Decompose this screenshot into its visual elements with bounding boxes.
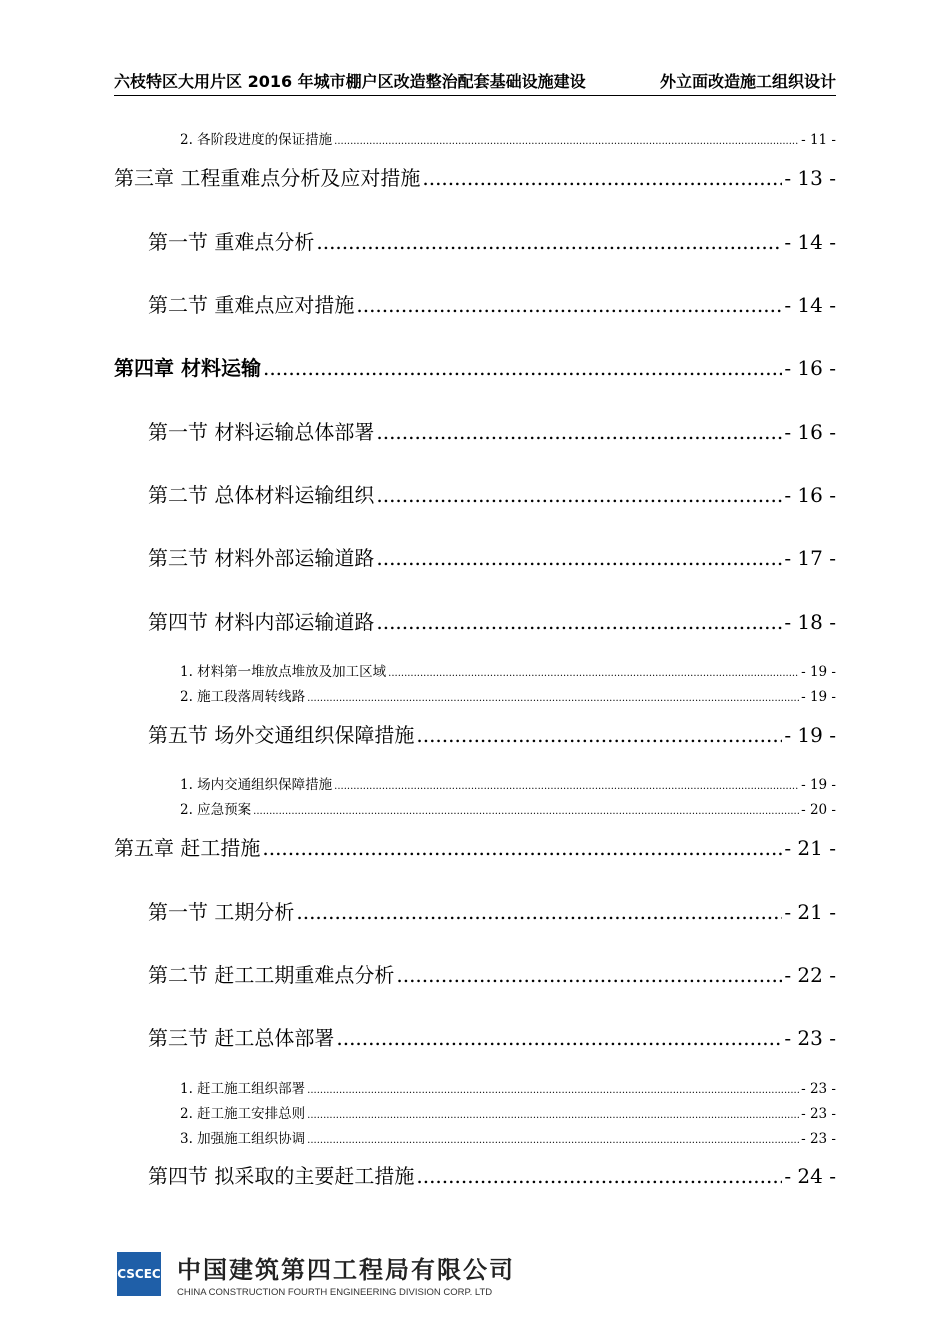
toc-leader — [334, 781, 799, 792]
toc-entry[interactable] — [148, 719, 836, 748]
toc-entry-page: - 17 - — [784, 546, 836, 570]
toc-leader — [396, 963, 782, 987]
toc-entry[interactable] — [180, 773, 836, 793]
company-name-en: CHINA CONSTRUCTION FOURTH ENGINEERING DIVISION CORP. LTD — [177, 1287, 493, 1298]
toc-leader — [334, 136, 799, 147]
toc-entry-page: - 19 - — [801, 689, 836, 705]
toc-entry[interactable] — [180, 660, 836, 680]
toc-entry-title: 2. 施工段落周转线路 — [180, 689, 306, 705]
toc-leader — [336, 1026, 782, 1050]
toc-entry[interactable] — [114, 352, 836, 381]
toc-leader — [388, 668, 799, 679]
toc-entry[interactable] — [180, 1077, 836, 1097]
header-project-title: 六枝特区大用片区 2016 年城市棚户区改造整治配套基础设施建设 — [114, 72, 586, 91]
toc-leader — [262, 836, 782, 860]
toc-entry-page: - 20 - — [801, 802, 836, 818]
toc-entry[interactable] — [148, 416, 836, 445]
toc-entry[interactable] — [114, 832, 836, 861]
toc-entry-page: - 18 - — [784, 610, 836, 634]
toc-entry-title: 2. 赶工施工安排总则 — [180, 1106, 306, 1122]
toc-leader — [316, 230, 782, 254]
toc-entry-title: 第二节 重难点应对措施 — [148, 293, 355, 317]
toc-entry-page: - 23 - — [801, 1131, 836, 1147]
company-name — [177, 1250, 515, 1298]
toc-entry[interactable] — [114, 162, 836, 191]
toc-leader — [376, 420, 782, 444]
toc-entry[interactable] — [148, 1160, 836, 1189]
toc-entry-title: 第一节 材料运输总体部署 — [148, 420, 375, 444]
toc-entry-page: - 14 - — [784, 293, 836, 317]
toc-entry-page: - 22 - — [784, 963, 836, 987]
logo-text: CSCEC — [117, 1267, 161, 1281]
toc-entry-page: - 23 - — [801, 1081, 836, 1097]
toc-entry[interactable] — [180, 798, 836, 818]
toc-leader — [422, 166, 782, 190]
toc-entry-page: - 19 - — [801, 777, 836, 793]
toc-entry-page: - 21 - — [784, 836, 836, 860]
page-footer — [117, 1250, 515, 1298]
toc-entry[interactable] — [148, 1022, 836, 1051]
toc-entry-page: - 16 - — [784, 420, 836, 444]
toc-leader — [376, 483, 782, 507]
toc-entry-title: 第三节 材料外部运输道路 — [148, 546, 375, 570]
toc-entry-title: 第五节 场外交通组织保障措施 — [148, 723, 415, 747]
toc-entry-page: - 24 - — [784, 1164, 836, 1188]
cscec-logo-icon — [117, 1252, 161, 1296]
toc-leader — [307, 693, 799, 704]
toc-leader — [307, 1110, 799, 1121]
toc-entry-title: 2. 各阶段进度的保证措施 — [180, 132, 333, 148]
toc-entry-title: 第四章 材料运输 — [114, 356, 261, 380]
toc-entry[interactable] — [148, 289, 836, 318]
toc-entry-title: 第四节 材料内部运输道路 — [148, 610, 375, 634]
toc-entry-page: - 13 - — [784, 166, 836, 190]
toc-entry-title: 第一节 工期分析 — [148, 900, 295, 924]
toc-leader — [263, 356, 782, 380]
toc-entry[interactable] — [148, 226, 836, 255]
toc-entry-page: - 19 - — [801, 664, 836, 680]
toc-entry-title: 3. 加强施工组织协调 — [180, 1131, 306, 1147]
toc-entry-page: - 21 - — [784, 900, 836, 924]
toc-entry-page: - 23 - — [784, 1026, 836, 1050]
toc-entry[interactable] — [148, 959, 836, 988]
toc-entry-title: 1. 场内交通组织保障措施 — [180, 777, 333, 793]
toc-entry-title: 第二节 总体材料运输组织 — [148, 483, 375, 507]
toc-leader — [376, 546, 782, 570]
toc-entry-page: - 23 - — [801, 1106, 836, 1122]
toc-entry[interactable] — [148, 896, 836, 925]
toc-entry[interactable] — [148, 542, 836, 571]
toc-leader — [376, 610, 782, 634]
toc-leader — [307, 1085, 799, 1096]
toc-entry[interactable] — [180, 128, 836, 148]
toc-leader — [296, 900, 782, 924]
toc-entry[interactable] — [148, 606, 836, 635]
toc-entry[interactable] — [180, 1127, 836, 1147]
toc-entry-title: 第三节 赶工总体部署 — [148, 1026, 335, 1050]
toc-entry[interactable] — [180, 685, 836, 705]
toc-entry-title: 第三章 工程重难点分析及应对措施 — [114, 166, 421, 190]
toc-entry-title: 1. 赶工施工组织部署 — [180, 1081, 306, 1097]
toc-entry-title: 第二节 赶工工期重难点分析 — [148, 963, 395, 987]
toc-entry-page: - 11 - — [801, 132, 836, 148]
toc-entry-page: - 19 - — [784, 723, 836, 747]
toc-leader — [253, 806, 799, 817]
toc-leader — [416, 1164, 782, 1188]
company-name-cn: 中国建筑第四工程局有限公司 — [177, 1256, 515, 1284]
toc-entry-title: 第五章 赶工措施 — [114, 836, 261, 860]
toc-entry-page: - 14 - — [784, 230, 836, 254]
toc-entry-page: - 16 - — [784, 483, 836, 507]
toc-entry[interactable] — [148, 479, 836, 508]
toc-entry-page: - 16 - — [784, 356, 836, 380]
toc-entry-title: 1. 材料第一堆放点堆放及加工区域 — [180, 664, 387, 680]
toc-leader — [416, 723, 782, 747]
toc-entry-title: 第四节 拟采取的主要赶工措施 — [148, 1164, 415, 1188]
toc-entry-title: 2. 应急预案 — [180, 802, 252, 818]
toc-leader — [356, 293, 782, 317]
toc-entry[interactable] — [180, 1102, 836, 1122]
toc-leader — [307, 1135, 799, 1146]
toc-entry-title: 第一节 重难点分析 — [148, 230, 315, 254]
header-document-title: 外立面改造施工组织设计 — [659, 72, 836, 91]
